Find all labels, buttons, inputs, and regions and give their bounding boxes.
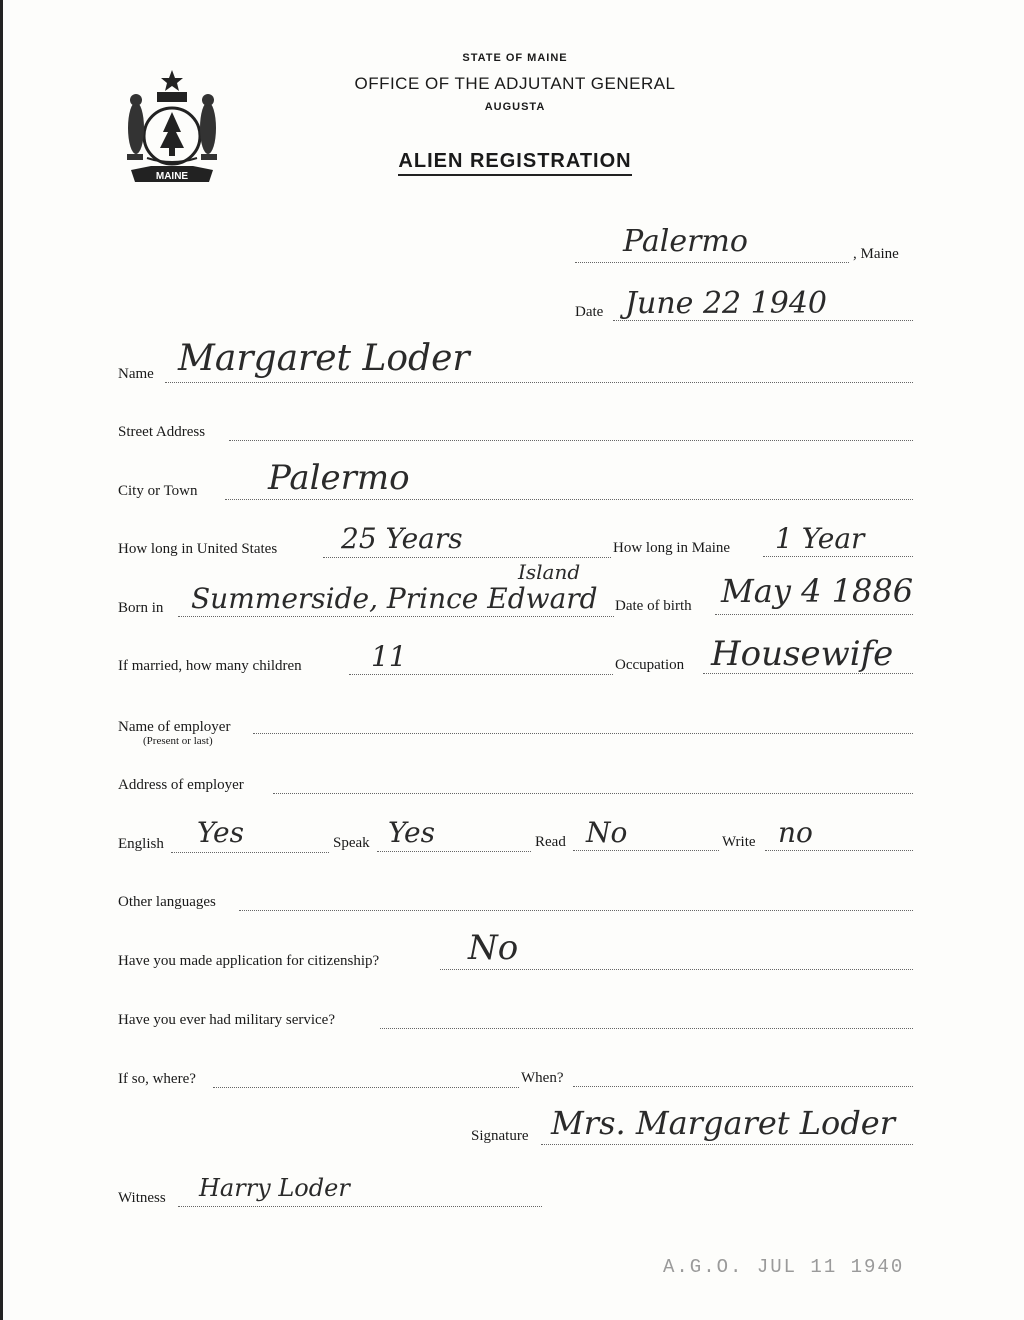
speak-line	[377, 851, 531, 852]
read-label: Read	[535, 834, 566, 850]
place-line	[575, 262, 849, 263]
children-line	[349, 674, 613, 675]
dob-label: Date of birth	[615, 598, 692, 614]
received-stamp: A.G.O. JUL 11 1940	[663, 1256, 905, 1278]
svg-text:MAINE: MAINE	[155, 171, 189, 182]
office-heading: OFFICE OF THE ADJUTANT GENERAL	[354, 74, 676, 93]
us-duration-label: How long in United States	[118, 541, 278, 557]
write-value: no	[778, 816, 813, 849]
citizenship-value: No	[468, 928, 519, 968]
name-value: Margaret Loder	[178, 338, 470, 379]
citizenship-line	[440, 969, 913, 970]
occupation-label: Occupation	[615, 657, 685, 673]
other-languages-line	[239, 910, 913, 911]
speak-label: Speak	[333, 835, 370, 851]
write-label: Write	[722, 834, 756, 850]
me-duration-value: 1 Year	[775, 522, 865, 555]
me-duration-label: How long in Maine	[613, 540, 731, 556]
witness-value: Harry Loder	[199, 1174, 350, 1202]
me-duration-line	[763, 556, 913, 557]
dob-line	[715, 614, 913, 615]
children-label: If married, how many children	[118, 658, 302, 674]
children-value: 11	[371, 640, 407, 673]
born-in-value: Summerside, Prince Edward	[191, 582, 598, 615]
us-duration-line	[323, 557, 611, 558]
us-duration-value: 25 Years	[341, 522, 463, 555]
street-line	[229, 440, 913, 441]
state-heading: STATE OF MAINE	[462, 52, 568, 64]
other-languages-label: Other languages	[118, 894, 216, 910]
military-label: Have you ever had military service?	[118, 1012, 335, 1028]
date-value: June 22 1940	[625, 286, 828, 321]
maine-label: , Maine	[853, 246, 899, 262]
military-line	[380, 1028, 913, 1029]
witness-line	[178, 1206, 542, 1207]
city-value: Palermo	[268, 458, 410, 498]
date-label: Date	[575, 304, 604, 320]
read-value: No	[586, 816, 628, 849]
name-line	[165, 382, 913, 383]
employer-address-label: Address of employer	[118, 777, 244, 793]
signature-value: Mrs. Margaret Loder	[551, 1104, 896, 1142]
when-label: When?	[521, 1070, 564, 1086]
write-line	[765, 850, 913, 851]
english-line	[171, 852, 329, 853]
born-in-line	[178, 616, 614, 617]
place-value: Palermo	[623, 224, 748, 259]
when-line	[573, 1086, 913, 1087]
name-label: Name	[118, 366, 154, 382]
english-value: Yes	[197, 816, 244, 849]
employer-label: Name of employer	[118, 719, 231, 735]
citizenship-label: Have you made application for citizenship?	[118, 953, 380, 969]
city-heading: AUGUSTA	[484, 101, 546, 113]
street-label: Street Address	[118, 424, 206, 440]
form-title: ALIEN REGISTRATION	[3, 150, 1024, 173]
occupation-value: Housewife	[711, 634, 894, 674]
born-in-label: Born in	[118, 600, 164, 616]
employer-address-line	[273, 793, 913, 794]
english-label: English	[118, 836, 164, 852]
employer-sublabel: (Present or last)	[143, 735, 213, 747]
witness-label: Witness	[118, 1190, 166, 1206]
signature-line	[541, 1144, 913, 1145]
read-line	[573, 850, 719, 851]
city-label: City or Town	[118, 483, 198, 499]
speak-value: Yes	[388, 816, 435, 849]
city-line	[225, 499, 913, 500]
signature-label: Signature	[471, 1128, 529, 1144]
born-in-value-above: Island	[518, 560, 581, 584]
employer-line	[253, 733, 913, 734]
where-line	[213, 1087, 519, 1088]
dob-value: May 4 1886	[721, 572, 914, 610]
where-label: If so, where?	[118, 1071, 196, 1087]
